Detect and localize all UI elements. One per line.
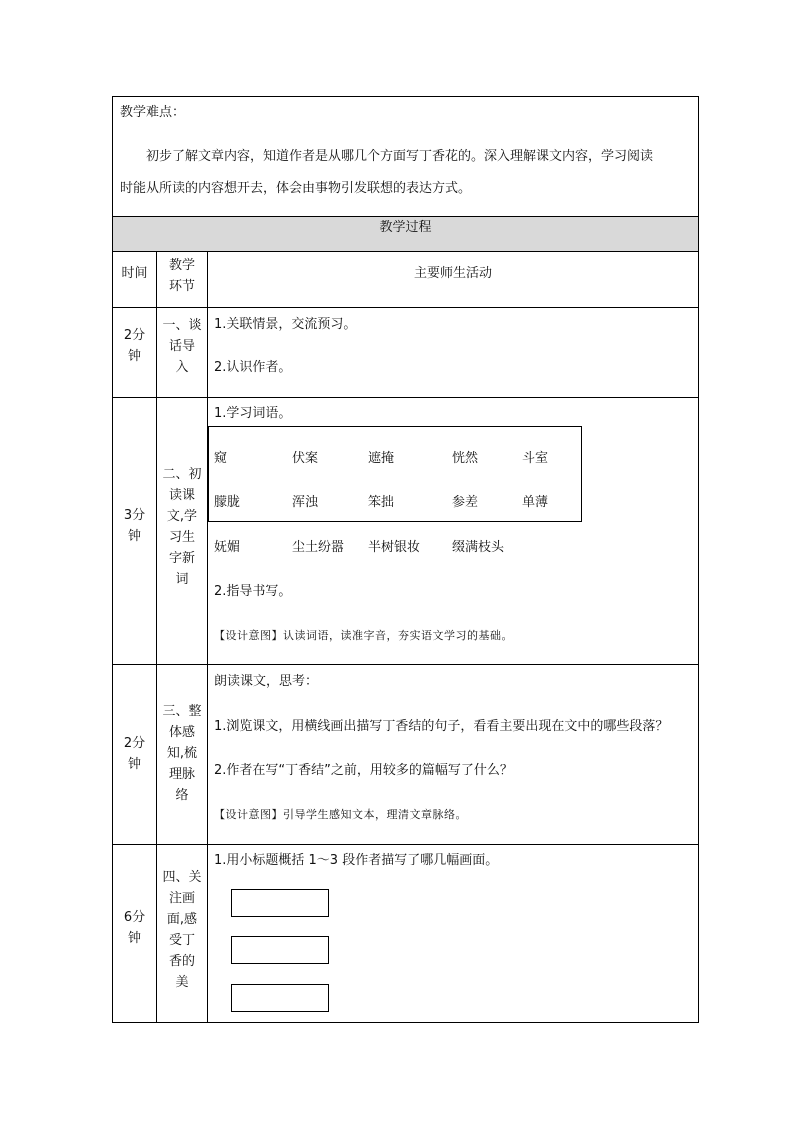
title-answer-box[interactable] [231, 936, 329, 964]
vocab-word: 笨拙 [368, 495, 395, 510]
row1-item-1: 1.关联情景，交流预习。 [214, 317, 357, 332]
row1-item-2: 2.认识作者。 [214, 360, 292, 375]
row2-intro: 1.学习词语。 [214, 406, 292, 421]
row3-segment: 三、整 体感 知,梳 理脉 络 [162, 704, 202, 803]
row1-segment: 一、谈 话导 入 [162, 318, 202, 375]
vocab-word: 恍然 [452, 451, 479, 466]
row2-design-intent: 【设计意图】认读词语，读准字音，夯实语文学习的基础。 [214, 629, 513, 642]
vocab-word: 单薄 [522, 495, 549, 510]
vocab-word: 斗室 [522, 451, 549, 466]
row4-time: 6分 钟 [123, 910, 146, 946]
vocab-word: 妩媚 [214, 540, 241, 555]
row3-time: 2分 钟 [123, 736, 146, 772]
vocab-word: 参差 [452, 495, 479, 510]
column-header-activity: 主要师生活动 [413, 266, 492, 281]
vocab-word: 半树银妆 [368, 540, 421, 555]
title-answer-box[interactable] [231, 889, 329, 917]
vocab-word: 朦胧 [214, 495, 241, 510]
row2-item-2: 2.指导书写。 [214, 584, 292, 599]
row2-segment: 二、初 读课 文,学 习生 字新 词 [162, 467, 202, 587]
row1-time: 2分 钟 [123, 328, 146, 364]
row3-item-2: 2.作者在写“丁香结”之前，用较多的篇幅写了什么？ [214, 763, 513, 778]
column-header-time: 时间 [121, 266, 148, 281]
row4-intro: 1.用小标题概括 1～3 段作者描写了哪几幅画面。 [214, 853, 499, 868]
column-header-segment: 教学 环节 [168, 258, 195, 294]
vocab-word: 伏案 [292, 451, 319, 466]
vocab-word: 浑浊 [292, 495, 319, 510]
difficulty-text-line2: 时能从所读的内容想开去，体会由事物引发联想的表达方式。 [120, 181, 472, 196]
vocab-word: 遮掩 [368, 451, 395, 466]
vocab-word: 缀满枝头 [452, 540, 505, 555]
row3-item-1: 1.浏览课文，用横线画出描写丁香结的句子，看看主要出现在文中的哪些段落？ [214, 719, 669, 734]
row3-intro: 朗读课文，思考： [214, 674, 319, 689]
process-title: 教学过程 [379, 220, 432, 235]
title-answer-box[interactable] [231, 984, 329, 1012]
vocab-word: 尘土纷嚣 [292, 540, 345, 555]
row4-segment: 四、关 注画 面,感 受丁 香的 美 [162, 870, 202, 990]
row2-time: 3分 钟 [123, 508, 146, 544]
row3-design-intent: 【设计意图】引导学生感知文本，理清文章脉络。 [214, 808, 467, 821]
difficulty-heading: 教学难点： [120, 105, 186, 120]
difficulty-text-line1: 初步了解文章内容，知道作者是从哪几个方面写丁香花的。深入理解课文内容，学习阅读 [146, 149, 654, 164]
vocab-word: 窥 [214, 451, 228, 466]
